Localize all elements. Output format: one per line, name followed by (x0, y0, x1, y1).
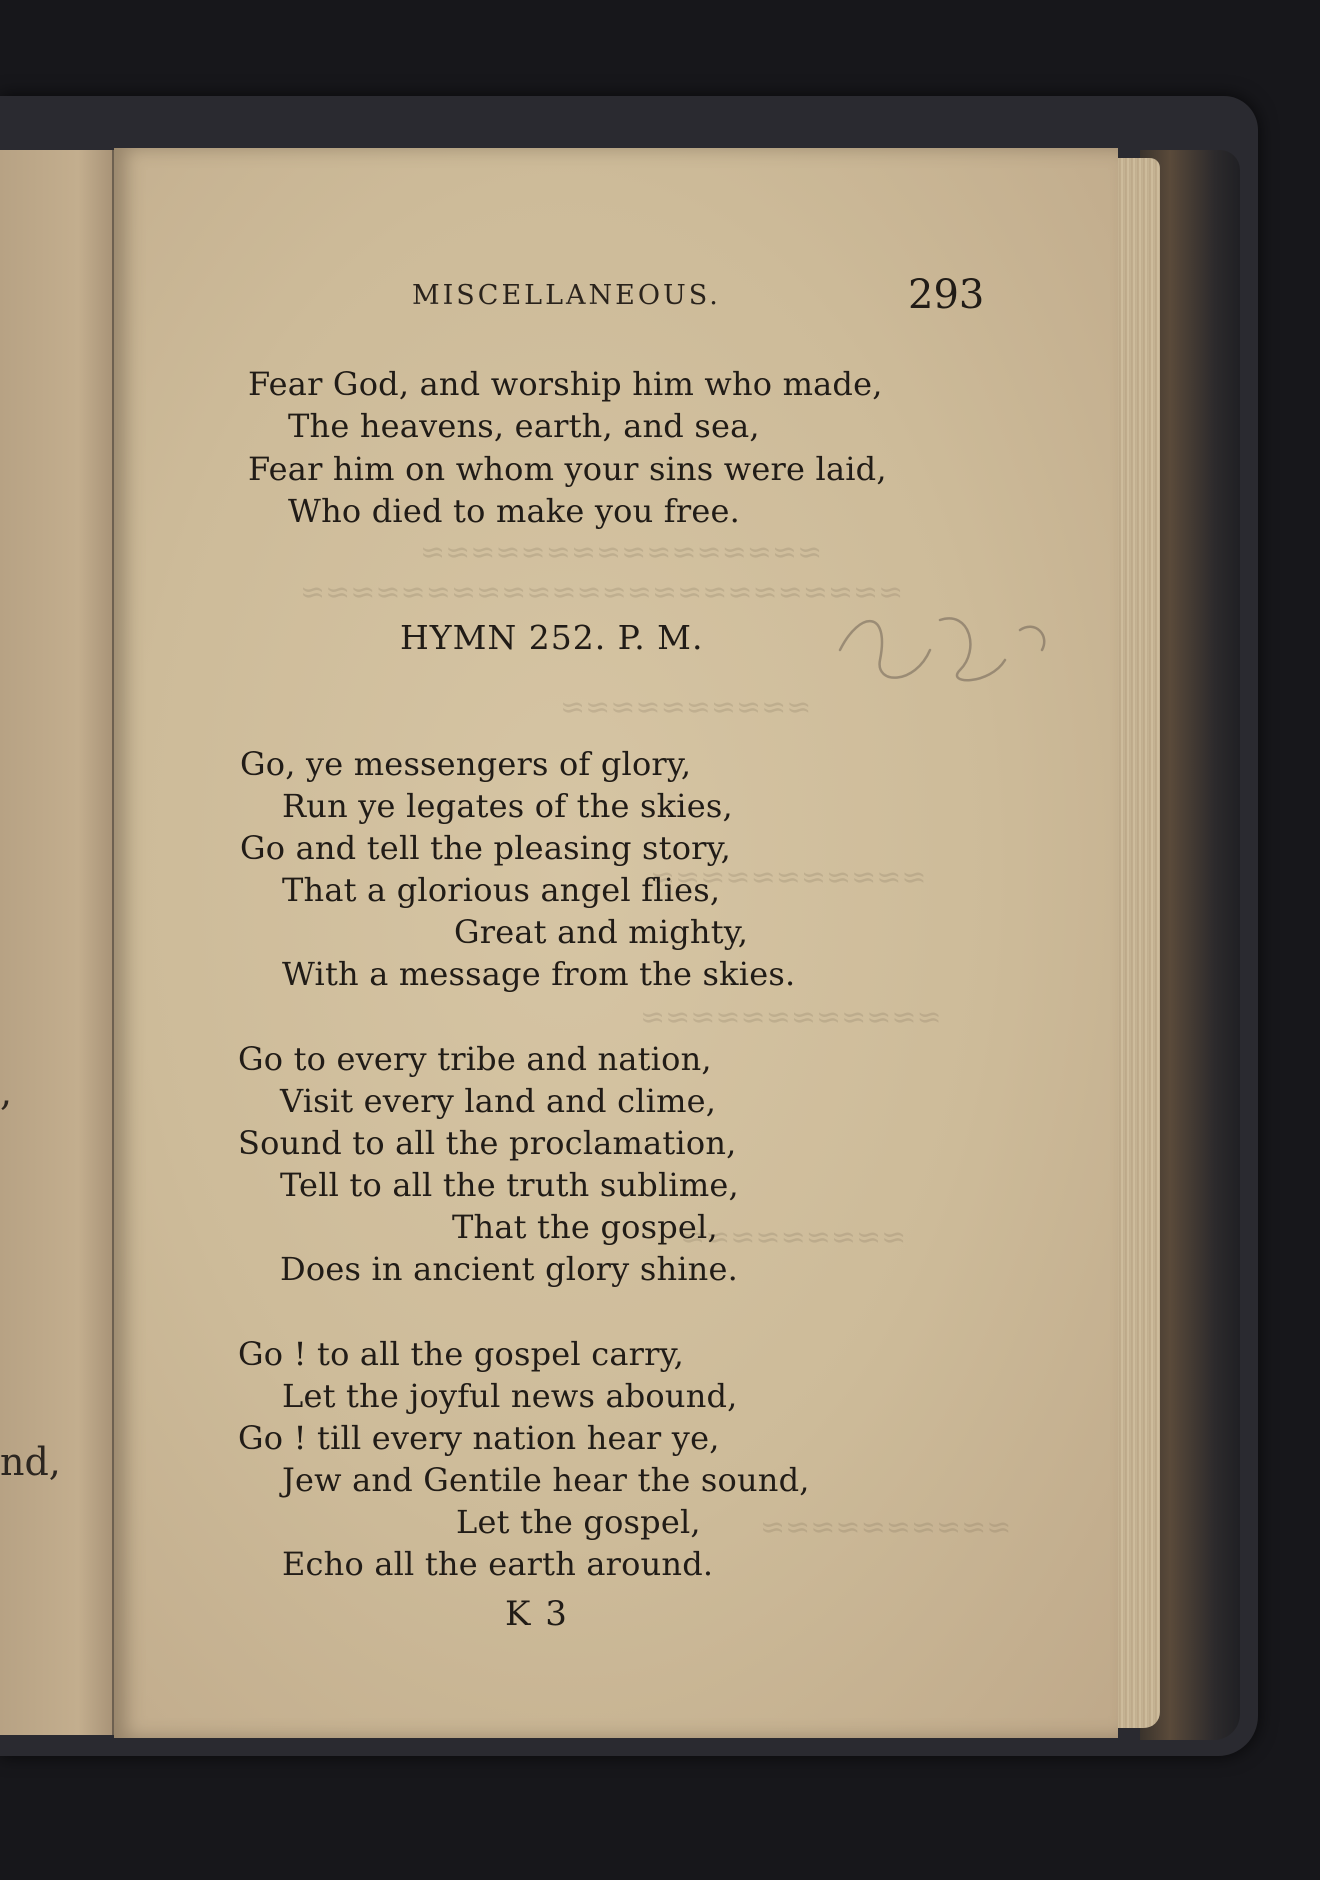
verse-line: Run ye legates of the skies, (282, 787, 733, 825)
verse-line: Visit every land and clime, (280, 1082, 717, 1120)
bleed-through-text: ≈≈≈≈≈≈≈≈≈ (680, 1220, 907, 1255)
page-number: 293 (908, 272, 985, 318)
verse-line: Go to every tribe and nation, (238, 1040, 712, 1078)
hymn-title: HYMN 252. P. M. (400, 618, 704, 657)
left-page-fragment: nd, (0, 1440, 61, 1484)
bleed-through-text: ≈≈≈≈≈≈≈≈≈≈ (560, 690, 812, 725)
verse-line: Go ! to all the gospel carry, (238, 1335, 685, 1373)
verse-line: Sound to all the proclamation, (238, 1124, 737, 1162)
verse-line: Jew and Gentile hear the sound, (282, 1461, 810, 1499)
verse-line: That the gospel, (452, 1208, 718, 1246)
verse-line: Fear him on whom your sins were laid, (248, 450, 887, 488)
bleed-through-text: ≈≈≈≈≈≈≈≈≈≈≈≈≈≈≈≈ (420, 535, 823, 570)
page-stack-edge (1112, 158, 1160, 1728)
bleed-through-text: ≈≈≈≈≈≈≈≈≈≈≈ (650, 860, 927, 895)
signature-mark: K 3 (505, 1594, 569, 1634)
bleed-through-text: ≈≈≈≈≈≈≈≈≈≈≈≈≈≈≈≈≈≈≈≈≈≈≈≈ (300, 575, 904, 610)
verse-line: The heavens, earth, and sea, (288, 407, 760, 445)
verse-line: Tell to all the truth sublime, (280, 1166, 739, 1204)
left-page-fragment: , (0, 1070, 13, 1114)
running-head: MISCELLANEOUS. (412, 280, 721, 311)
verse-line: Go, ye messengers of glory, (240, 745, 692, 783)
bleed-through-text: ≈≈≈≈≈≈≈≈≈≈ (760, 1510, 1012, 1545)
bleed-through-text: ≈≈≈≈≈≈≈≈≈≈≈≈ (640, 1000, 942, 1035)
left-page (0, 150, 114, 1735)
verse-line: Go and tell the pleasing story, (240, 829, 732, 867)
verse-line: Who died to make you free. (288, 492, 740, 530)
verse-line: That a glorious angel flies, (282, 871, 721, 909)
verse-line: Let the gospel, (456, 1503, 701, 1541)
verse-line: Fear God, and worship him who made, (248, 365, 883, 403)
verse-line: Great and mighty, (454, 913, 749, 951)
verse-line: Does in ancient glory shine. (280, 1250, 739, 1288)
verse-line: Let the joyful news abound, (282, 1377, 738, 1415)
verse-line: Echo all the earth around. (282, 1545, 714, 1583)
verse-line: With a message from the skies. (282, 955, 796, 993)
verse-line: Go ! till every nation hear ye, (238, 1419, 720, 1457)
pencil-scribble (820, 590, 1060, 700)
